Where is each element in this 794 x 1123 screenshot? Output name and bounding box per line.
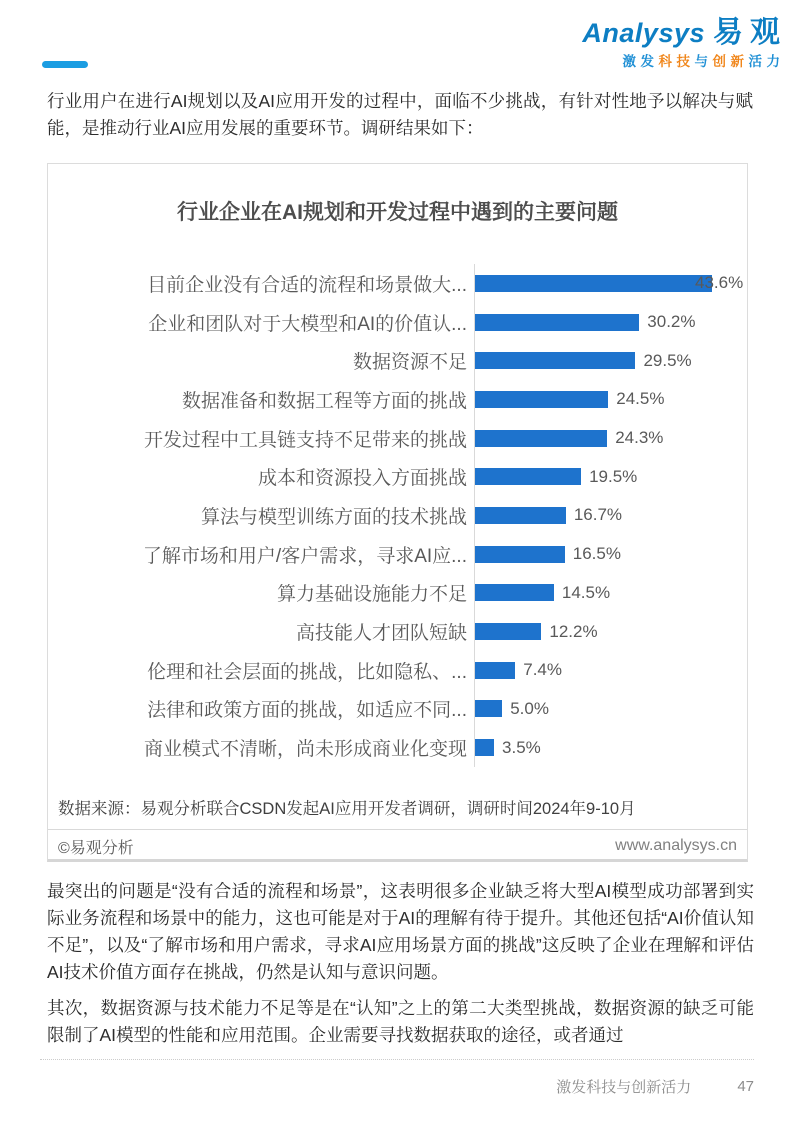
bar-track [474,496,747,535]
chart-bar-row [48,264,747,303]
bar-category-label: 企业和团队对于大模型和AI的价值认... [148,313,467,335]
bar-track [474,574,747,613]
bar-category-label: 成本和资源投入方面挑战 [257,468,467,490]
bar [475,468,581,485]
bar-track [474,380,747,419]
bar-category-label: 了解市场和用户/客户需求，寻求AI应... [142,545,467,567]
bar-category-label: 数据资源不足 [352,352,467,374]
bar [475,700,502,717]
chart-bar-row [48,303,747,342]
chart-bar-row [48,341,747,380]
bar-value-label: 24.5% [616,389,665,409]
logo-brand-en: Analysys [582,18,705,48]
bar-value-label: 16.7% [573,505,623,525]
bar-track [474,728,747,767]
bar [475,352,635,369]
logo-tagline-segment: 创新 [712,54,749,69]
bar [475,546,565,563]
bar-value-label: 30.2% [647,312,696,332]
chart-bar-row [48,419,747,458]
footer-page-number: 47 [737,1078,754,1095]
chart-bar-row [48,612,747,651]
intro-paragraph: 行业用户在进行AI规划以及AI应用开发的过程中，面临不少挑战，有针对性地予以解决与赋能，是推动行业AI应用发展的重要环节。调研结果如下： [47,91,753,138]
bar-value-label: 12.2% [549,621,598,641]
logo-brand-cn: 易观 [713,16,787,49]
chart-copyright: ©易观分析 [58,839,134,857]
bar [475,623,541,640]
bar-track [474,264,747,303]
bar [475,739,494,756]
bar-category-label: 法律和政策方面的挑战，如适应不同... [147,700,467,722]
chart-bar-row [48,651,747,690]
chart-rows [48,264,747,767]
bar-track [474,690,747,729]
bar-value-label: 19.5% [589,466,638,486]
bar-category-label: 伦理和社会层面的挑战，比如隐私、... [147,661,467,683]
bar-track [474,457,747,496]
bar-value-label: 5.0% [510,698,549,718]
accent-dash [42,61,88,68]
chart-card [47,163,748,862]
bar-value-label: 3.5% [502,737,541,757]
logo-brand [582,16,787,49]
bar-track [474,419,747,458]
bar [475,314,639,331]
analysis-paragraph-1: 最突出的问题是“没有合适的流程和场景”，这表明很多企业缺乏将大型AI模型成功部署到实际业务流程和场景中的能力，这也可能是对于AI的理解有待于提升。其他还包括“AI价值认知不足”，以及“了解市场和用户需求，寻求AI应用场景方面的挑战”这反映了企业在理解和评估AI技术价值方面存在挑战，仍然是认知与意识问题。 [47,881,754,982]
chart-bar-row [48,728,747,767]
logo-tagline-segment: 激发 [622,54,659,69]
analysis-paragraph-2: 其次，数据资源与技术能力不足等是在“认知”之上的第二大类型挑战，数据资源的缺乏可能限制了AI模型的性能和应用范围。企业需要寻找数据获取的途径，或者通过 [47,998,754,1045]
bar-value-label: 29.5% [643,350,692,370]
chart-bar-row [48,457,747,496]
bar-track [474,341,747,380]
bar-value-label: 16.5% [572,544,621,564]
chart-website: www.analysys.cn [615,837,737,855]
bar-value-label: 43.6% [695,273,744,293]
chart-bar-row [48,574,747,613]
chart-bar-row [48,535,747,574]
bar [475,391,608,408]
bar-category-label: 开发过程中工具链支持不足带来的挑战 [143,429,467,451]
bar-category-label: 目前企业没有合适的流程和场景做大... [147,274,467,296]
chart-bar-row [48,496,747,535]
bar-track [474,651,747,690]
bar-track [474,612,747,651]
bar-category-label: 算法与模型训练方面的技术挑战 [200,506,467,528]
footer-slogan: 激发科技与创新活力 [556,1079,692,1096]
bar [475,507,566,524]
bar [475,275,712,292]
bar-value-label: 14.5% [561,582,611,602]
bar [475,584,554,601]
page-footer [40,1059,754,1097]
logo-tagline-segment: 与 [694,54,713,69]
bar-value-label: 7.4% [523,660,562,680]
chart-title: 行业企业在AI规划和开发过程中遇到的主要问题 [177,201,618,224]
bar-value-label: 24.3% [615,428,664,448]
chart-bar-row [48,690,747,729]
bar [475,662,515,679]
analysys-logo [582,16,787,70]
logo-tagline [582,55,784,70]
bar-category-label: 高技能人才团队短缺 [295,623,467,645]
logo-tagline-segment: 科技 [658,54,695,69]
chart-source: 数据来源：易观分析联合CSDN发起AI应用开发者调研，调研时间2024年9-10月 [58,799,636,818]
chart-card-footer [48,829,747,863]
logo-tagline-segment: 活力 [748,54,785,69]
bar-track [474,303,747,342]
bar-category-label: 商业模式不清晰，尚未形成商业化变现 [143,739,467,761]
bar-track [474,535,747,574]
analysis-text [47,878,754,1049]
bar [475,430,607,447]
bar-category-label: 数据准备和数据工程等方面的挑战 [181,390,467,412]
bar-category-label: 算力基础设施能力不足 [276,584,467,606]
chart-bar-row [48,380,747,419]
